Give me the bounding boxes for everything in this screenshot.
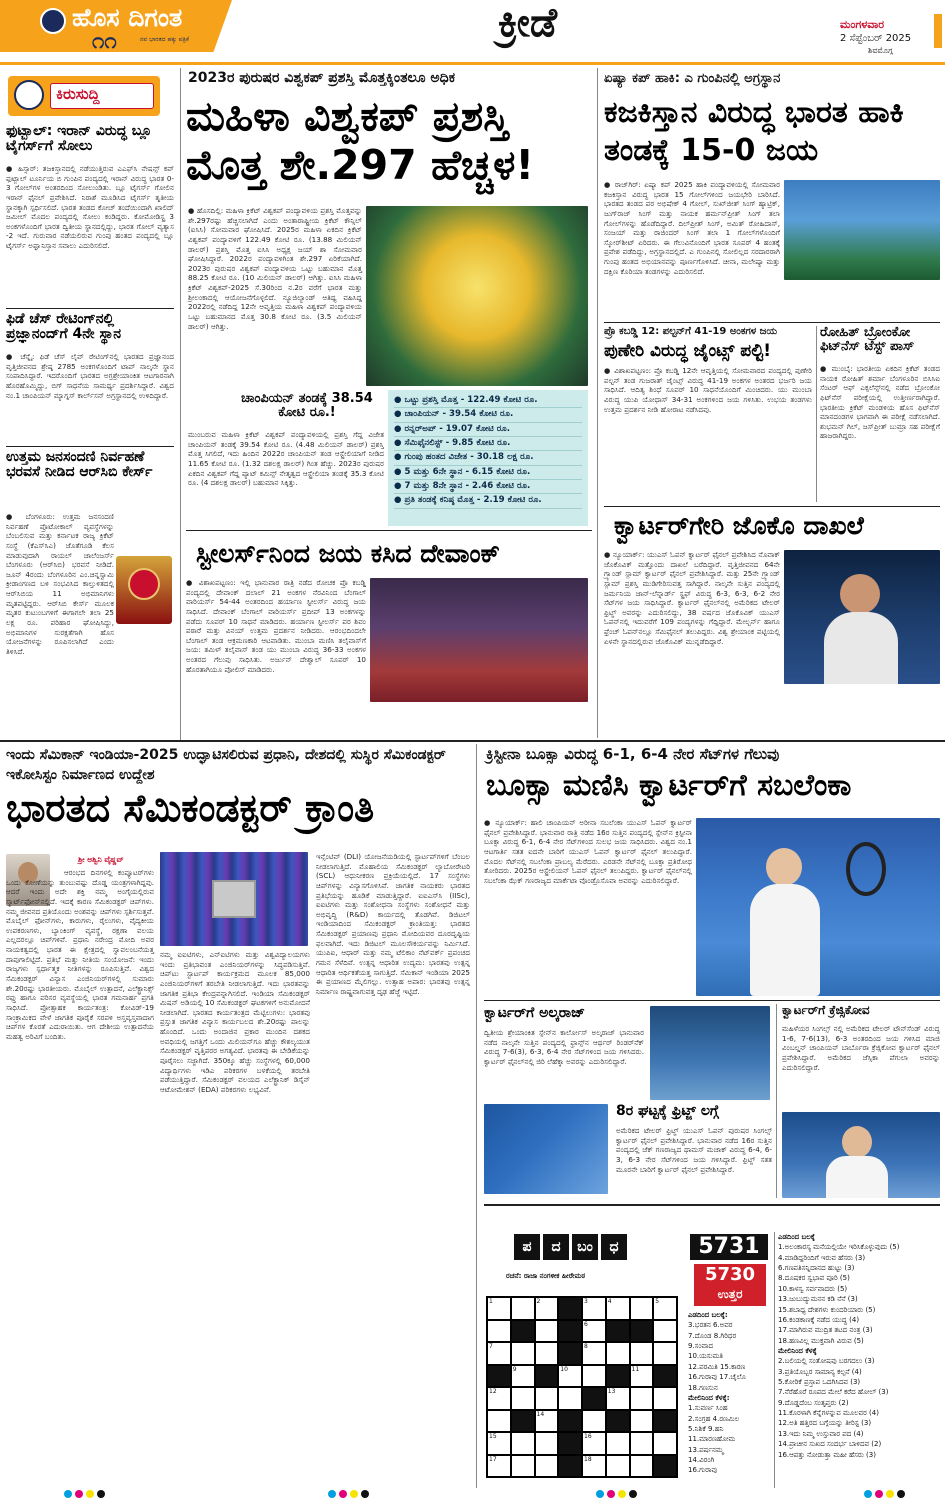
sabalenka-body: ● ನ್ಯೂಯಾರ್ಕ್: ಹಾಲಿ ಚಾಂಪಿಯನ್ ಅರೀನಾ ಸಬಲೆಂಕಾ ಯುಎಸ್ ಓಪನ್ ಕ್ವಾರ್ಟರ್ ಫೈನಲ್ ಪ್ರವೇಶಿಸಿದ್ದಾರೆ. ಭಾನುವಾರ ರಾತ್ರಿ ನಡೆದ 16ರ ಸುತ್ತಿನ ಪಂದ್ಯದಲ್ಲಿ ಸ್ಪೇನ್‌ನ ಕ್ರಿಸ್ಟೀನಾ ಬೂಕ್ಸಾ ವಿರುದ್ಧ 6-1, 6-4 ನೇರ ಸೆಟ್‌ಗಳಿಂದ ಸುಲಭ ಜಯ ಸಾಧಿಸಿದರು. ವಿಶ್ವದ ನಂ.1 ಆಟಗಾರ್ತಿ ಸತತ ಐದನೇ ಬಾರಿಗೆ ಯುಎಸ್ ಓಪನ್ ಕ್ವಾರ್ಟರ್ ಫೈನಲ್ ತಲುಪಿದ್ದಾರೆ. ಮೊದಲ ಸೆಟ್‌ನಲ್ಲಿ ಸಬಲೆಂಕಾ ಪ್ರಾಬಲ್ಯ ಮೆರೆದರು. ಎರಡನೇ ಸೆಟ್‌ನಲ್ಲಿ ಬೂಕ್ಸಾ ಪ್ರತಿರೋಧ ತೋರಿದರು. 2025ರ ಆಸ್ಟ್ರೇಲಿಯನ್ ಓಪನ್ ಫೈನಲ್ ತಲುಪಿದ್ದರು. ಕ್ವಾರ್ಟರ್ ಫೈನಲ್‌ನಲ್ಲಿ ಸಬಲೆಂಕಾ ಝೆಕ್ ಗಣರಾಜ್ಯದ ಮಾರ್ಕೆಟಾ ವೊಂಡ್ರೊಸೊವಾ ಅವರನ್ನು ಎದುರಿಸಲಿದ್ದಾರೆ.	[484, 818, 692, 885]
grid-cell[interactable]	[535, 1455, 559, 1478]
alcaraz-headline: ಕ್ವಾರ್ಟರ್‌ಗೆ ಅಲ್ಕರಾಜ್	[484, 1005, 586, 1021]
clue-line: 9.ದೊಡ್ಡದೆಂಬ ಸಂತೃಪ್ತರು (2)	[778, 1398, 849, 1407]
logo-emblem-icon	[40, 8, 66, 34]
brief-1-headline: ಫುಟ್ಬಾಲ್: ಇರಾನ್ ವಿರುದ್ಧ ಬ್ಲೂ ಟೈಗರ್ಸ್‌ಗೆ ಸೋಲು	[6, 123, 152, 155]
prize-row: ● ಒಟ್ಟು ಪ್ರಶಸ್ತಿ ಮೊತ್ತ - 122.49 ಕೋಟಿ ರೂ.	[394, 394, 582, 408]
grid-cell[interactable]	[535, 1410, 559, 1433]
rcb-logo-image	[116, 556, 172, 624]
grid-cell[interactable]	[487, 1432, 511, 1455]
krej-rule	[776, 1004, 777, 1198]
sabalenka-headline: ಬೂಕ್ಸಾ ಮಣಿಸಿ ಕ್ವಾರ್ಟರ್‌ಗೆ ಸಬಲೆಂಕಾ	[486, 768, 852, 803]
rohit-body: ● ಮುಂಬೈ: ಭಾರತೀಯ ಏಕದಿನ ಕ್ರಿಕೆಟ್ ತಂಡದ ನಾಯಕ ರೋಹಿತ್ ಶರ್ಮಾ ಬೆಂಗಳೂರಿನ ಬಿಸಿಸಿಐ ಸೆಂಟರ್ ಆಫ್ ಎಕ್ಸಲೆನ್ಸ್‌ನಲ್ಲಿ ನಡೆದ ಬ್ರೋಂಕೋ ಫಿಟ್‌ನೆಸ್ ಪರೀಕ್ಷೆಯಲ್ಲಿ ಉತ್ತೀರ್ಣರಾಗಿದ್ದಾರೆ. ಭಾರತೀಯ ಕ್ರಿಕೆಟ್ ಮಂಡಳಿಯ ಹೊಸ ಫಿಟ್‌ನೆಸ್ ಮಾನದಂಡಗಳ ಭಾಗವಾಗಿ ಈ ಪರೀಕ್ಷೆ ನಡೆಸಲಾಗಿದೆ. ಶುಭಮನ್ ಗಿಲ್, ಜಸ್‌ಪ್ರೀತ್ ಬುಮ್ರಾ ಸಹ ಪರೀಕ್ಷೆಗೆ ಹಾಜರಾಗಿದ್ದರು.	[820, 364, 940, 441]
answer-number: 5730	[704, 1264, 756, 1285]
grid-cell[interactable]	[582, 1410, 606, 1433]
grid-cell[interactable]	[606, 1432, 630, 1455]
registration-marks-right	[864, 1490, 905, 1498]
prize-row: ● ಸೆಮಿಫೈನಲಿಸ್ಟ್ - 9.85 ಕೋಟಿ ರೂ.	[394, 437, 582, 451]
bottom-center-rule	[476, 744, 477, 1488]
grid-cell[interactable]	[582, 1432, 606, 1455]
krejcikova-body: ಮಹಿಳೆಯರ ಸಿಂಗಲ್ಸ್ ನಲ್ಲಿ ಅಮೆರಿಕದ ಟೇಲರ್ ಟೌನ್‌ಸೆಂಡ್ ವಿರುದ್ಧ 1-6, 7-6(13), 6-3 ಅಂತರದಿಂದ ಜಯ ಗಳಿಸಿದ ಮಾಜಿ ವಿಂಬಲ್ಡನ್ ಚಾಂಪಿಯನ್ ಬಾರ್ಬೊರಾ ಕ್ರೆಜ್ಸಿಕೋವ ಕ್ವಾರ್ಟರ್ ಫೈನಲ್ ಪ್ರವೇಶಿಸಿದ್ದಾರೆ. ಅಮೆರಿಕದ ಜೆಸ್ಸಿಕಾ ಪೆಗುಲಾ ಅವರನ್ನು ಎದುರಿಸಲಿದ್ದಾರೆ.	[782, 1024, 940, 1072]
date-full: 2 ಸೆಪ್ಟೆಂಬರ್ 2025	[840, 33, 912, 44]
answer-line: 3.ಭರತನ 6.ಅವರ	[688, 1321, 733, 1330]
grid-cell[interactable]	[653, 1297, 677, 1320]
answer-line: 12.ಪರಮಿತಿ 15.ಕಾರಣ	[688, 1362, 746, 1371]
clue-number: 14	[536, 1410, 545, 1418]
puzzle-title	[514, 1234, 627, 1260]
clue-number: 11	[631, 1365, 640, 1373]
clue-line: 3.ಪ್ರತಿಯೊಬ್ಬರ ಸಾಮಾನ್ಯ ಕಲ್ಪನೆ (4)	[778, 1367, 862, 1376]
clue-line: 18.ಹಣವಿಲ್ಲ ಮುಕ್ತವಾಗಿ ವಿರುವ (5)	[778, 1336, 864, 1345]
answer-box	[694, 1264, 766, 1306]
racket-icon	[846, 842, 886, 896]
prize-row: ● ಪ್ರತಿ ತಂಡಕ್ಕೆ ಕನಿಷ್ಠ ಮೊತ್ತ - 2.19 ಕೋಟಿ ರೂ.	[394, 494, 582, 508]
masthead-accent-bar	[934, 14, 942, 48]
djokovic-body: ● ನ್ಯೂಯಾರ್ಕ್: ಯುಎಸ್ ಓಪನ್ ಕ್ವಾರ್ಟರ್ ಫೈನಲ್ ಪ್ರವೇಶಿಸಿದ ನೊವಾಕ್ ಜೊಕೊವಿಕ್ ಮತ್ತೊಂದು ದಾಖಲೆ ಬರೆದಿದ್ದಾರೆ. ವೃತ್ತಿಜೀವನದ 64ನೇ ಗ್ರ್ಯಾಂಡ್ ಸ್ಲಾಮ್ ಕ್ವಾರ್ಟರ್ ಫೈನಲ್ ಪ್ರವೇಶಿಸಿದ್ದಾರೆ. ಮತ್ತು 25ನೇ ಗ್ರ್ಯಾಂಡ್ ಸ್ಲಾಮ್ ಪ್ರಶಸ್ತಿ ಮುಡಿಗೇರಿಸುವತ್ತ ಸಾಗಿದ್ದಾರೆ. ನಾಲ್ಕನೇ ಸುತ್ತಿನ ಪಂದ್ಯದಲ್ಲಿ ಜರ್ಮನಿಯ ಜಾನ್-ಲೆನ್ನಾರ್ಡ್ ಸ್ಟ್ರಫ್ ವಿರುದ್ಧ 6-3, 6-3, 6-2 ನೇರ ಸೆಟ್‌ಗಳ ಜಯ ಸಾಧಿಸಿದ್ದಾರೆ. ಕ್ವಾರ್ಟರ್ ಫೈನಲ್‌ನಲ್ಲಿ ಅಮೆರಿಕದ ಟೇಲರ್ ಫ್ರಿಟ್ಜ್ ಅವರನ್ನು ಎದುರಿಸಲಿದ್ದು, 38 ವರ್ಷದ ಜೊಕೊವಿಕ್ ಯುಎಸ್ ಓಪನ್‌ನಲ್ಲಿ ಇದುವರೆಗೆ 109 ಪಂದ್ಯಗಳನ್ನು ಗೆದ್ದಿದ್ದಾರೆ. ಮೇಲ್ಬರ್ನ್ ಹಾಗೂ ಫ್ರೆಂಚ್ ಓಪನ್‌ನಲ್ಲೂ ಸೆಮಿಫೈನಲ್ ತಲುಪಿದ್ದರು. ವಿಶ್ವ ಶ್ರೇಯಾಂಕ ಪಟ್ಟಿಯಲ್ಲಿ ಏಳನೇ ಸ್ಥಾನದಲ್ಲಿರುವ ಜೊಕೊವಿಕ್ ಮುನ್ನಡೆದಿದ್ದಾರೆ.	[604, 550, 780, 646]
grid-cell	[653, 1410, 677, 1433]
clue-line: 13.ಜುಬುದ್ಯುಮನನ ಕಡಿ ನೆನೆ (3)	[778, 1295, 858, 1304]
hockey-rule	[604, 322, 940, 323]
alcaraz-body: ದ್ವಿತೀಯ ಶ್ರೇಯಾಂಕಿತ ಸ್ಪೇನ್‌ನ ಕಾರ್ಲೋಸ್ ಅಲ್ಕರಾಜ್ ಭಾನುವಾರ ನಡೆದ ನಾಲ್ಕನೇ ಸುತ್ತಿನ ಪಂದ್ಯದಲ್ಲಿ ಫ್ರಾನ್ಸ್‌ನ ಆರ್ಥರ್ ರಿಂಡರ್‌ನೆಕ್ ವಿರುದ್ಧ 7-6(3), 6-3, 6-4 ನೇರ ಸೆಟ್‌ಗಳಿಂದ ಜಯ ಗಳಿಸಿದರು. ಕ್ವಾರ್ಟರ್ ಫೈನಲ್‌ನಲ್ಲಿ ಜಿರಿ ಲೆಹೆಕ್ಕಾ ಅವರನ್ನು ಎದುರಿಸಲಿದ್ದಾರೆ.	[484, 1028, 644, 1066]
grid-cell[interactable]	[487, 1387, 511, 1410]
player-shirt	[824, 612, 898, 684]
briefs-label: ಕಿರುಸುದ್ದಿ	[56, 85, 100, 103]
clue-number: 13	[607, 1388, 616, 1395]
grid-cell[interactable]	[535, 1320, 559, 1343]
answer-line: 5.ನಿಶಿಕೆ 9.ಹನಿ	[688, 1424, 724, 1433]
rohit-headline: ರೋಹಿತ್ ಬ್ರೋಂಕೋ ಫಿಟ್‌ನೆಸ್ ಟೆಸ್ಟ್ ಪಾಸ್	[820, 325, 915, 355]
clue-line: 16.ಕಂಡಕಾಣಕ್ಕೆ ನಡೆದ ಯುದ್ಧ (4)	[778, 1315, 860, 1324]
grid-cell[interactable]	[558, 1365, 582, 1388]
krejcikova-photo	[782, 1112, 940, 1198]
clue-number: 1	[489, 1298, 493, 1305]
clue-list	[778, 1232, 942, 1490]
top-section-bottom-rule	[0, 740, 945, 742]
clue-number: 5	[655, 1298, 660, 1305]
pkl-body: ● ವಿಶಾಖಪಟ್ಟಣಂ: ಪ್ರೊ ಕಬಡ್ಡಿ 12ನೇ ಆವೃತ್ತಿಯಲ್ಲಿ ಸೋಮವಾರದ ಪಂದ್ಯದಲ್ಲಿ ಪುಣೇರಿ ಪಲ್ಟನ್ ತಂಡ ಗುಜರಾತ್ ಜೈಂಟ್ಸ್ ವಿರುದ್ಧ 41-19 ಅಂಕಗಳ ಅಂತರದ ಭರ್ಜರಿ ಜಯ ಸಾಧಿಸಿದೆ. ಆದಿತ್ಯ ಶಿಂಧೆ ಸೂಪರ್ 10 ಸಾಧನೆಯೊಂದಿಗೆ ಮಿಂಚಿದರು. ಯು ಮುಂಬಾ ವಿರುದ್ಧ ಯುಪಿ ಯೋಧಾಸ್ 34-31 ಅಂಕಗಳಿಂದ ಜಯ ಗಳಿಸಿತು. ಉಭಯ ತಂಡಗಳು ಉತ್ತಮ ಪ್ರದರ್ಶನ ನೀಡಿ ಹೋರಾಟ ನಡೆಸಿದವು.	[604, 366, 812, 414]
kabaddi-match-photo	[370, 578, 588, 702]
brief-2-body: ● ಚೆನ್ನೈ: ಫಿಡೆ ಚೆಸ್ ಲೈವ್ ರೇಟಿಂಗ್‌ನಲ್ಲಿ ಭಾರತದ ಪ್ರಜ್ಞಾನಂದ ವೃತ್ತಿಜೀವನದ ಶ್ರೇಷ್ಠ 2785 ಅಂಕಗಳೊಂದಿಗೆ ಟಾಪ್ ನಾಲ್ಕನೇ ಸ್ಥಾನ ಸಂಪಾದಿಸಿದ್ದಾರೆ. ಇದರೊಂದಿಗೆ ಭಾರತದ ಅಗ್ರಶ್ರೇಯಾಂಕಿತ ಆಟಗಾರನಾಗಿ ಹೊರಹೊಮ್ಮಿದ್ದು, ಬಿಗ್ ಸಾಧನೆಯ ಸಾಮರ್ಥ್ಯ ಪ್ರದರ್ಶಿಸಿದ್ದಾರೆ. ವಿಶ್ವದ ನಂ.1 ಚಾಂಪಿಯನ್ ಮ್ಯಾಗ್ನಸ್ ಕಾರ್ಲ್‌ಸನ್ ಅಗ್ರಸ್ಥಾನದಲ್ಲಿ ಉಳಿದಿದ್ದಾರೆ.	[6, 352, 174, 400]
grid-cell[interactable]	[582, 1365, 606, 1388]
djokovic-body-continued	[784, 688, 940, 736]
clue-number: 4	[607, 1298, 612, 1305]
clue-line: 15.ಶಬಾಧ್ಯ ದೇಶಗಳು ಕುಂದರಿಯಾರು (5)	[778, 1305, 876, 1314]
page-number: ೧೧	[92, 29, 117, 54]
lead-kicker: 2023ರ ಪುರುಷರ ವಿಶ್ವಕಪ್ ಪ್ರಶಸ್ತಿ ಮೊತ್ತಕ್ಕಿಂತಲೂ ಅಧಿಕ	[188, 70, 455, 86]
grid-cell	[606, 1410, 630, 1433]
semicon-col1: ಆರಂಭದ ದಿನಗಳಲ್ಲಿ ಕಂಪ್ಯೂಟರ್‌ಗಳು ಒಂದು ಕೋಣೆಯನ್ನು ತುಂಬುವಷ್ಟು ದೊಡ್ಡ ಯಂತ್ರಗಳಾಗಿದ್ದವು. ಆದರೆ ಇಂದು ಅದೇ ಶಕ್ತಿ ನಮ್ಮ ಅಂಗೈಯಲ್ಲಿರುವ ಸ್ಮಾರ್ಟ್‌ಫೋನ್‌ನಲ್ಲಿದೆ. ಇದಕ್ಕೆ ಕಾರಣ ಸೆಮಿಕಂಡಕ್ಟರ್ ಚಿಪ್‌ಗಳು. ನಮ್ಮ ಜೀವನದ ಪ್ರತಿಯೊಂದು ಅಂಶವನ್ನು ಚಿಪ್‌ಗಳು ಸ್ಪರ್ಶಿಸುತ್ತವೆ. ಮೊಬೈಲ್ ಫೋನ್‌ಗಳು, ಕಾರುಗಳು, ರೈಲುಗಳು, ವೈದ್ಯಕೀಯ ಉಪಕರಣಗಳು, ಬ್ಯಾಂಕಿಂಗ್ ವ್ಯವಸ್ಥೆ, ರಕ್ಷಣಾ ವಲಯ ಎಲ್ಲದರಲ್ಲೂ ಚಿಪ್‌ಗಳಿವೆ. ಪ್ರಧಾನಿ ನರೇಂದ್ರ ಮೋದಿ ಅವರ ನಾಯಕತ್ವದಲ್ಲಿ ಭಾರತ ಈ ಕ್ಷೇತ್ರದಲ್ಲಿ ಸ್ವಾವಲಂಬನೆಯತ್ತ ದಾಪುಗಾಲಿಟ್ಟಿದೆ. ಪ್ರತಿಭೆ ಮತ್ತು ನೀತಿಯ ಸಂಯೋಜನೆ: ಇಂದು ರಾಜ್ಯಗಳು ಸ್ಪರ್ಧಾತ್ಮಕ ನೀತಿಗಳನ್ನು ರೂಪಿಸುತ್ತಿವೆ. ವಿಶ್ವದ ಸೆಮಿಕಂಡಕ್ಟರ್ ವಿನ್ಯಾಸ ಎಂಜಿನಿಯರ್‌ಗಳಲ್ಲಿ ಸುಮಾರು ಶೇ.20ರಷ್ಟು ಭಾರತೀಯರು. ಮೊಬೈಲ್ ಉತ್ಪಾದನೆ, ಎಲೆಕ್ಟ್ರಾನಿಕ್ಸ್ ರಫ್ತು ಹಾಗೂ ಪರಿಸರ ವ್ಯವಸ್ಥೆಯಲ್ಲಿ ಭಾರತ ಗಮನಾರ್ಹ ಪ್ರಗತಿ ಸಾಧಿಸಿದೆ. ಪ್ರೋತ್ಸಾಹಕ ಕಾರ್ಯತಂತ್ರ: ಕೋವಿಡ್-19 ಸಾಂಕ್ರಾಮಿಕದ ವೇಳೆ ಜಾಗತಿಕ ಪೂರೈಕೆ ಸರಪಳಿ ಅಸ್ತವ್ಯಸ್ತವಾದಾಗ ಚಿಪ್‌ಗಳ ಕೊರತೆ ಎದುರಾಯಿತು. ಆಗ ದೇಶೀಯ ಉತ್ಪಾದನೆಯ ಮಹತ್ವ ಅರಿವಿಗೆ ಬಂದಿತು.	[6, 868, 154, 1041]
date-day: ಮಂಗಳವಾರ	[840, 18, 885, 31]
grid-cell[interactable]	[653, 1342, 677, 1365]
player-figure	[840, 574, 880, 614]
brief-divider-2	[6, 446, 174, 447]
clue-number: 2	[536, 1298, 541, 1305]
answer-line: ಎಡದಿಂದ ಬಲಕ್ಕೆ:	[688, 1311, 728, 1319]
grid-cell[interactable]	[653, 1320, 677, 1343]
prize-row: ● 5 ಮತ್ತು 6ನೇ ಸ್ಥಾನ - 6.15 ಕೋಟಿ ರೂ.	[394, 466, 582, 480]
grid-cell[interactable]	[487, 1297, 511, 1320]
puzzle-title-char: ಬಂ	[572, 1234, 598, 1260]
sabalenka-photo	[696, 818, 940, 996]
grid-cell[interactable]	[487, 1320, 511, 1343]
grid-cell[interactable]	[630, 1387, 654, 1410]
clue-line: ಮೇಲಿನಿಂದ ಕೆಳಕ್ಕೆ	[778, 1346, 817, 1355]
answer-line: 10.ಯಸುಮತಿ	[688, 1352, 723, 1361]
clue-line: 16.ಆಪತ್ತು ನೋಡುತ್ತಾ ಮಹೀ ಹೆಸರು (3)	[778, 1450, 876, 1459]
answer-line: 7.ದೊಂಡ 8.ಗಿರಿಧರ	[688, 1331, 737, 1340]
womens-team-trophy-photo	[366, 206, 588, 386]
grid-cell[interactable]	[582, 1297, 606, 1320]
hockey-team-photo	[784, 180, 940, 280]
champion-headline: ಚಾಂಪಿಯನ್ ತಂಡಕ್ಕೆ 38.54 ಕೋಟಿ ರೂ.!	[241, 391, 373, 421]
masthead-tagline: ನವ ಭಾರತದ ಹಕ್ಕು ಪತ್ರಿಕೆ	[140, 36, 189, 43]
steelers-body: ● ವಿಶಾಖಪಟ್ಟಣಂ: ಇಲ್ಲಿ ಭಾನುವಾರ ರಾತ್ರಿ ನಡೆದ ರೋಚಕ ಪ್ರೊ ಕಬಡ್ಡಿ ಪಂದ್ಯದಲ್ಲಿ ದೇವಾಂಕ್ ದಲಾಲ್ 21 ಅಂಕಗಳ ನೆರವಿನಿಂದ ಬೆಂಗಾಲ್ ವಾರಿಯರ್ಸ್ 54-44 ಅಂತರದಿಂದ ಹರ್ಯಾಣ ಸ್ಟೀಲರ್ಸ್ ವಿರುದ್ಧ ಜಯ ಸಾಧಿಸಿದೆ. ದೇವಾಂಕ್ ಬೆಂಗಾಲ್ ವಾರಿಯರ್ಸ್ ಪ್ರದೀಪ್ 13 ಅಂಕಗಳನ್ನು ಪಡೆದು ಸೂಪರ್ 10 ಸಾಧನೆ ಮಾಡಿದರು. ಹರ್ಯಾಣ ಸ್ಟೀಲರ್ಸ್ ಪರ ಶಿವಂ ಪಠಾರೆ ಮತ್ತು ವಿನಯ್ ಉತ್ತಮ ಪ್ರದರ್ಶನ ನೀಡಿದರು. ಆರಂಭದಿಂದಲೇ ಬೆಂಗಾಲ್ ತಂಡ ಆಕ್ರಮಣಕಾರಿ ಆಟವಾಡಿತು. ಮುಂಬಾ ಮಣಿಸಿ ತಲೈವಾಸ್‌ಗೆ ಜಯ: ತಮಿಳ್ ತಲೈವಾಸ್ ತಂಡ ಯು ಮುಂಬಾ ವಿರುದ್ಧ 36-33 ಅಂಕಗಳ ಅಂತರದ ಗೆಲುವು ಸಾಧಿಸಿತು. ಅರ್ಜುನ್ ದೇಶ್ವಾಲ್ ಸೂಪರ್ 10 ಹೊರತಾಗಿಯೂ ಪೋಲಿಸ್ ಮಾಡಿದರು.	[186, 578, 366, 674]
player-figure	[766, 848, 802, 886]
steelers-headline: ಸ್ಟೀಲರ್ಸ್‌ನಿಂದ ಜಯ ಕಸಿದ ದೇವಾಂಕ್	[196, 539, 500, 568]
rohit-rule	[604, 506, 940, 507]
grid-cell[interactable]	[511, 1455, 535, 1478]
grid-cell[interactable]	[511, 1365, 535, 1388]
answer-line: 16.ಗುರಾವು 17.ಚೈಲೊ	[688, 1373, 746, 1382]
clue-number: 15	[489, 1433, 497, 1440]
grid-cell[interactable]	[582, 1455, 606, 1478]
section-title: ಕ್ರೀಡೆ	[498, 0, 557, 46]
champion-body: ಮುಂಬರುವ ಮಹಿಳಾ ಕ್ರಿಕೆಟ್ ವಿಶ್ವಕಪ್ ಪಂದ್ಯಾವಳಿಯಲ್ಲಿ ಪ್ರಶಸ್ತಿ ಗೆದ್ದ ವಿಜೇತ ಚಾಂಪಿಯನ್ ತಂಡಕ್ಕೆ 39.54 ಕೋಟಿ ರೂ. (4.48 ಮಿಲಿಯನ್ ಡಾಲರ್) ಪ್ರಶಸ್ತಿ ಮೊತ್ತ ಸಿಗಲಿದೆ, ಇದು ಹಿಂದಿನ 2022ರ ಚಾಂಪಿಯನ್ ತಂಡ ಆಸ್ಟ್ರೇಲಿಯಾಗೆ ನೀಡಿದ 11.65 ಕೋಟಿ ರೂ. (1.32 ದಶಲಕ್ಷ ಡಾಲರ್) ಗಿಂತ ಹೆಚ್ಚು. 2023ರ ಪುರುಷರ ಏಕದಿನ ವಿಶ್ವಕಪ್ ಗೆದ್ದ ಪ್ಯಾಟ್ ಕಮಿನ್ಸ್ ನೇತೃತ್ವದ ಆಸ್ಟ್ರೇಲಿಯಾ ತಂಡಕ್ಕೆ 35.3 ಕೋಟಿ ರೂ. (4 ದಶಲಕ್ಷ ಡಾಲರ್) ಬಹುಮಾನ ಸಿಕ್ಕಿತ್ತು.	[188, 430, 384, 488]
clue-line: 7.ನೆರೆಹೊರೆ ರೂಪದ ಮೇಲೆ ಕರೆದ ಹೋಲ್ (3)	[778, 1388, 889, 1397]
hockey-body-continued	[784, 284, 940, 320]
player-dress	[750, 884, 820, 996]
grid-cell[interactable]	[653, 1387, 677, 1410]
grid-cell[interactable]	[582, 1320, 606, 1343]
brief-1-body: ● ಹಿಸ್ಸಾರ್: ತಜಕಿಸ್ತಾನದಲ್ಲಿ ನಡೆಯುತ್ತಿರುವ ಎಎಫ್‌ಸಿ ನೇಷನ್ಸ್ ಕಪ್ ಫುಟ್ಬಾಲ್ ಟೂರ್ನಿಯ ಬಿ ಗುಂಪಿನ ಪಂದ್ಯದಲ್ಲಿ ಇರಾನ್ ವಿರುದ್ಧ ಭಾರತ 0-3 ಗೋಲ್‌ಗಳ ಅಂತರದಿಂದ ಸೋಲುಂಡಿತು. ಬ್ಲೂ ಟೈಗರ್ಸ್ ಗೋಲಿನ ಇರಾನ್ ಫೈನಲ್ ಪ್ರವೇಶಿಸಿದೆ. ನಿರಾಶೆ ಮೂಡಿಸಿದ ಟೈಗರ್ಸ್ ತೃತೀಯ ಸ್ಥಾನಕ್ಕಾಗಿ ಸ್ಪರ್ಧಿಸಲಿದೆ. ಭಾರತ ತಂಡದ ಕೋಚ್ ತಂದೆಯಿಂದಾಗಿ ಖಾಲಿದ್ ಜಮೀಲ್ ಮೊದಲ ಪಂದ್ಯದಲ್ಲಿ ಸೋಲು ಕಂಡಿದ್ದರು. ಕೋಮೋಡಿಸ್ಟ್ರ 3 ಅಂಕಗಳೊಂದಿಗೆ ಭಾರತ ದ್ವಿತೀಯ ಸ್ಥಾನದಲ್ಲಿದ್ದು, ಭಾರತ ಗೋಲ್ ವ್ಯತ್ಯಾಸ -2 ಇದೆ. ಗುರುವಾರ ನಡೆಯಲಿರುವ ಗುಂಪು ಹಂತದ ಪಂದ್ಯದಲ್ಲಿ ಬ್ಲೂ ಟೈಗರ್ಸ್ ಅಫ್ಘಾನಿಸ್ತಾನ ಸವಾಲು ಎದುರಿಸಲಿದೆ.	[6, 164, 174, 251]
grid-cell[interactable]	[630, 1342, 654, 1365]
semicon-col3: ಇನ್ಸೆಂಟಿವ್ (DLI) ಯೋಜನೆಯಡಿಯಲ್ಲಿ ಸ್ಟಾರ್ಟಪ್‌ಗಳಿಗೆ ಬೆಂಬಲ ನೀಡಲಾಗುತ್ತಿದೆ. ಮೊಹಾಲಿಯ ಸೆಮಿಕಂಡಕ್ಟರ್ ಲ್ಯಾಬೋರೇಟರಿ (SCL) ಆಧುನೀಕರಣ ಪ್ರಕ್ರಿಯೆಯಲ್ಲಿದೆ. 17 ಸಂಸ್ಥೆಗಳು ಚಿಪ್‌ಗಳನ್ನು ವಿನ್ಯಾಸಗೊಳಿಸಿವೆ. ಜಾಗತಿಕ ನಾಯಕರು ಭಾರತದ ಪ್ರತಿಭೆಯನ್ನು ಹೂಡಿಕೆ ಮಾಡುತ್ತಿದ್ದಾರೆ. ಐಐಎಸ್‌ಸಿ (IISc), ಐಐಟಿಗಳು ಮತ್ತು ಸಂಶೋಧನಾ ಸಂಸ್ಥೆಗಳು ಸಂಶೋಧನೆ ಮತ್ತು ಅಭಿವೃದ್ಧಿ (R&D) ಕಾರ್ಯದಲ್ಲಿ ತೊಡಗಿವೆ. ಡಿಜಿಟಲ್ ಇಂಡಿಯಾದಿಂದ ಸೆಮಿಕಂಡಕ್ಟರ್ ಕ್ರಾಂತಿಯತ್ತ: ಭಾರತದ ಸೆಮಿಕಂಡಕ್ಟರ್ ಪ್ರಯಾಣವು ಪ್ರಧಾನಿ ಮೋದಿಯವರ ದೂರದೃಷ್ಟಿಯ ಫಲವಾಗಿದೆ. ಇದು ಡಿಜಿಟಲ್ ಮೂಲಸೌಕರ್ಯವನ್ನು ನಿರ್ಮಿಸಿದೆ. ಯುಪಿಐ, ಆಧಾರ್ ಮತ್ತು ನಮ್ಮ ಟೆಲಿಕಾಂ ನೆಟ್‌ವರ್ಕ್ ಪ್ರಪಂಚದ ಗಮನ ಸೆಳೆದಿವೆ. ಉತ್ಪನ್ನ ಆಧಾರಿತ ಉದ್ಯಮ: ಭಾರತವು ಉತ್ಪನ್ನ ಆಧಾರಿತ ಆರ್ಥಿಕತೆಯತ್ತ ಸಾಗುತ್ತಿದೆ. ಸೆಮಿಕಾನ್ ಇಂಡಿಯಾ 2025 ಈ ಪ್ರಯಾಣದ ಮೈಲಿಗಲ್ಲು. ಉತ್ಸಾಹ ಅಪಾರ: ಭಾರತವು ಉತ್ಪನ್ನ ನಿರ್ಮಾಣ ರಾಷ್ಟ್ರವಾಗುವತ್ತ ದೃಢ ಹೆಜ್ಜೆ ಇಟ್ಟಿದೆ.	[316, 852, 470, 996]
clue-line: 1.ಅಲಂಕಾರಸ್ಯ ಮನೆಯಲ್ಲಿಯೇ ಇರಿಸಿಕೊಳ್ಳುವುದು (5)	[778, 1243, 900, 1252]
clues-rule	[774, 1232, 775, 1488]
briefs-label-box	[8, 76, 160, 116]
alcaraz-action-photo	[484, 1104, 608, 1194]
clue-line: 17.ಮಾಗಿರುವ ಮುದ್ರಿತ ತಟದ ನಂತ್ರ (3)	[778, 1326, 873, 1335]
answer-line: 14.ವಿರಂಗಿ	[688, 1456, 715, 1465]
grid-cell[interactable]	[558, 1387, 582, 1410]
answer-line: 18.ಗಣಸುನ	[688, 1383, 718, 1392]
player-shirt	[826, 1156, 888, 1198]
lead-body: ● ಹೊಸದಿಲ್ಲಿ: ಮಹಿಳಾ ಕ್ರಿಕೆಟ್ ವಿಶ್ವಕಪ್ ಪಂದ್ಯಾವಳಿಯ ಪ್ರಶಸ್ತಿ ಮೊತ್ತವನ್ನು ಶೇ.297ರಷ್ಟು ಹೆಚ್ಚಿಸಲಾಗಿದೆ ಎಂದು ಅಂತಾರಾಷ್ಟ್ರೀಯ ಕ್ರಿಕೆಟ್ ಕೌನ್ಸಿಲ್ (ಐಸಿಸಿ) ಸೋಮವಾರ ಘೋಷಿಸಿದೆ. 2025ರ ಮಹಿಳಾ ಏಕದಿನ ಕ್ರಿಕೆಟ್ ವಿಶ್ವಕಪ್ ಪಂದ್ಯಾವಳಿಗೆ 122.49 ಕೋಟಿ ರೂ. (13.88 ಮಿಲಿಯನ್ ಡಾಲರ್) ಪ್ರಶಸ್ತಿ ಮೊತ್ತ ಐಸಿಸಿ ಅಧ್ಯಕ್ಷ ಜಯ್ ಶಾ ಸೋಮವಾರ ಘೋಷಿಸಿದ್ದಾರೆ. 2022ರ ಪಂದ್ಯಾವಳಿಗಿಂತ ಶೇ.297 ಏರಿಕೆಯಾಗಿದೆ. 2023ರ ಪುರುಷರ ವಿಶ್ವಕಪ್ ಪಂದ್ಯಾವಳಿಯ ಒಟ್ಟು ಬಹುಮಾನ ಮೊತ್ತ 88.25 ಕೋಟಿ ರೂ. (10 ಮಿಲಿಯನ್ ಡಾಲರ್) ಆಗಿತ್ತು. ಐಸಿಸಿ ಮಹಿಳಾ ಕ್ರಿಕೆಟ್ ವಿಶ್ವಕಪ್-2025 ಸೆ.30ರಿಂದ ನ.2ರ ವರೆಗೆ ಭಾರತ ಮತ್ತು ಶ್ರೀಲಂಕಾದಲ್ಲಿ ಆಯೋಜನೆಗೊಳ್ಳಲಿದೆ. ನ್ಯೂಜಿಲ್ಯಾಂಡ್ ಆತಿಥ್ಯ ವಹಿಸಿದ್ದ 2022ರಲ್ಲಿ ನಡೆದಿದ್ದ 12ನೇ ಆವೃತ್ತಿಯ ಮಹಿಳಾ ವಿಶ್ವಕಪ್ ಪಂದ್ಯಾವಳಿಯ ಒಟ್ಟು ಬಹುಮಾನದ ಮೊತ್ತ 30.8 ಕೋಟಿ ರೂ. (3.5 ಮಿಲಿಯನ್ ಡಾಲರ್) ಆಗಿತ್ತು.	[188, 206, 362, 331]
grid-cell	[582, 1387, 606, 1410]
clue-number: 6	[584, 1320, 588, 1328]
puzzle-title-char: ಪ	[514, 1234, 540, 1260]
grid-cell[interactable]	[630, 1432, 654, 1455]
prize-row: ● ಗುಂಪು ಹಂತದ ವಿಜೇತ - 30.18 ಲಕ್ಷ ರೂ.	[394, 451, 582, 465]
crossword-grid[interactable]	[486, 1296, 678, 1478]
hockey-kicker: ಏಷ್ಯಾ ಕಪ್ ಹಾಕಿ: ಎ ಗುಂಪಿನಲ್ಲಿ ಅಗ್ರಸ್ಥಾನ	[604, 71, 781, 86]
hockey-body: ● ರಾಜ್‌ಗಿರ್: ಏಷ್ಯಾ ಕಪ್ 2025 ಹಾಕಿ ಪಂದ್ಯಾವಳಿಯಲ್ಲಿ ಸೋಮವಾರ ಕಜಕಿಸ್ತಾನ ವಿರುದ್ಧ ಭಾರತ 15 ಗೋಲ್‌ಗಳಿಂದ ಜಯಭೇರಿ ಬಾರಿಸಿದೆ. ಭಾರತದ ತಂಡದ ಪರ ಅಭಿಷೇಕ್ 4 ಗೋಲ್, ಸುಖ್‌ಜೀತ್ ಸಿಂಗ್ ಹ್ಯಾಟ್ರಿಕ್, ಜುಗ್‌ರಾಜ್ ಸಿಂಗ್ ಮತ್ತು ನಾಯಕ ಹರ್ಮನ್‌ಪ್ರೀತ್ ಸಿಂಗ್ ತಲಾ ಗೋಲ್‌ಗಳನ್ನು ಹೊಡೆದಿದ್ದಾರೆ. ದಿಲ್‌ಪ್ರೀತ್ ಸಿಂಗ್, ಅಮಿತ್ ರೋಹಿದಾಸ್, ಸಂಜಯ್ ಮತ್ತು ರಾಜಿಂದರ್ ಸಿಂಗ್ ತಲಾ 1 ಗೋಲ್‌ಗಳೊಂದಿಗೆ ಸ್ಕೋರ್‌ಶೀಟ್ ಏರಿದರು. ಈ ಗೆಲುವಿನೊಂದಿಗೆ ಭಾರತ ಸೂಪರ್ 4 ಹಂತಕ್ಕೆ ಪ್ರವೇಶ ಪಡೆದಿದ್ದು, ಅಗ್ರಸ್ಥಾನದಲ್ಲಿದೆ. ಎ ಗುಂಪಿನಲ್ಲಿ ಸೋಲಿಲ್ಲದ ಸರದಾರರಾಗಿ ಗುಂಪು ಹಂತದ ಅಭಿಯಾನವನ್ನು ಪೂರ್ಣಗೊಳಿಸಿದೆ. ಚೀನಾ, ಮಲೇಷ್ಯಾ ಮತ್ತು ದಕ್ಷಿಣ ಕೊರಿಯಾ ತಂಡಗಳನ್ನು ಎದುರಿಸಲಿದೆ.	[604, 180, 780, 276]
clue-line: 5.ಕೋರಿಕೆ ಪ್ರಸ್ತಾಪ ಒದಗಿಸಿದವ (3)	[778, 1378, 861, 1387]
clue-line: 4.ಮಾಡಿದ್ದರಿಂದಿಗೆ ಇರುವ ಹೆಸರು (3)	[778, 1253, 866, 1262]
chip-photo	[160, 852, 308, 946]
brief-2-headline: ಫಿಡೆ ಚೆಸ್ ರೇಟಿಂಗ್‌ನಲ್ಲಿ ಪ್ರಜ್ಞಾನಂದ್‌ಗೆ 4ನೇ ಸ್ಥಾನ	[6, 311, 122, 343]
brief-3-headline: ಉತ್ತಮ ಜನಸಂದಣಿ ನಿರ್ವಹಣೆ ಭರವಸೆ ನೀಡಿದ ಆರ್‌ಸಿಬಿ ಕೇರ್ಸ್	[6, 449, 153, 481]
djokovic-photo	[784, 550, 940, 684]
prize-row: ● ಚಾಂಪಿಯನ್ - 39.54 ಕೋಟಿ ರೂ.	[394, 408, 582, 422]
answer-line: ಮೇಲಿನಿಂದ ಕೆಳಕ್ಕೆ:	[688, 1393, 730, 1402]
grid-cell[interactable]	[606, 1455, 630, 1478]
grid-cell[interactable]	[487, 1342, 511, 1365]
answer-label: ಉತ್ತರ	[717, 1287, 743, 1301]
semicon-headline: ಭಾರತದ ಸೆಮಿಕಂಡಕ್ಟರ್ ಕ್ರಾಂತಿ	[6, 786, 375, 830]
grid-cell	[630, 1320, 654, 1343]
fritz-body: ಅಮೆರಿಕದ ಟೇಲರ್ ಫ್ರಿಟ್ಜ್ ಯುಎಸ್ ಓಪನ್ ಪುರುಷರ ಸಿಂಗಲ್ಸ್ ಕ್ವಾರ್ಟರ್ ಫೈನಲ್ ಪ್ರವೇಶಿಸಿದ್ದಾರೆ. ಭಾನುವಾರ ನಡೆದ 16ರ ಸುತ್ತಿನ ಪಂದ್ಯದಲ್ಲಿ ಜೆಕ್ ಗಣರಾಜ್ಯದ ಥಾಮಸ್ ಮಚಾಕ್ ವಿರುದ್ಧ 6-4, 6-3, 6-3 ನೇರ ಸೆಟ್‌ಗಳಿಂದ ಜಯ ಗಳಿಸಿದ್ದಾರೆ. ಫ್ರಿಟ್ಜ್ ಸತತ ಮೂರನೇ ಬಾರಿಗೆ ಕ್ವಾರ್ಟರ್ ಫೈನಲ್ ಪ್ರವೇಶಿಸಿದ್ದಾರೆ.	[616, 1126, 772, 1174]
answer-line: 16.ಗುರಾವು	[688, 1466, 718, 1475]
clue-number: 10	[560, 1365, 568, 1373]
clue-number: 12	[489, 1388, 497, 1395]
registration-marks-left	[64, 1490, 105, 1498]
puzzle-author: ರಚನೆ: ರಾಜಾ ನಂಗಳೀಕ ಹೀರೇಮಠ	[506, 1272, 586, 1280]
brief-3-body-continued	[6, 574, 114, 710]
grid-cell	[558, 1320, 582, 1343]
grid-cell	[535, 1365, 559, 1388]
answer-line: 13.ಪರ್ಷನಮ್ಮ	[688, 1445, 724, 1454]
grid-cell[interactable]	[630, 1410, 654, 1433]
grid-cell[interactable]	[535, 1387, 559, 1410]
grid-cell[interactable]	[582, 1342, 606, 1365]
djokovic-headline: ಕ್ವಾರ್ಟರ್‌ಗೇರಿ ಜೊಕೊ ದಾಖಲೆ	[614, 511, 864, 540]
grid-cell[interactable]	[606, 1342, 630, 1365]
grid-cell[interactable]	[511, 1297, 535, 1320]
grid-cell[interactable]	[630, 1365, 654, 1388]
answer-list	[688, 1310, 772, 1488]
left-column-rule	[180, 68, 181, 740]
grid-cell[interactable]	[630, 1297, 654, 1320]
puzzle-title-char: ದ	[543, 1234, 569, 1260]
puzzle-title-char: ಧ	[601, 1234, 627, 1260]
grid-cell[interactable]	[487, 1410, 511, 1433]
date-city: ಶಿವಮೊಗ್ಗ	[868, 46, 893, 55]
grid-cell	[487, 1365, 511, 1388]
grid-cell[interactable]	[606, 1387, 630, 1410]
grid-cell	[606, 1320, 630, 1343]
clue-number: 16	[584, 1433, 592, 1440]
answer-line: 9.ಸಂವಾದ	[688, 1342, 713, 1351]
pointing-hand-icon	[14, 80, 44, 110]
grid-cell	[558, 1455, 582, 1478]
grid-cell[interactable]	[511, 1387, 535, 1410]
grid-cell	[653, 1455, 677, 1478]
clue-line: 11.ಕೊರಳಾಗಿ ಕೆನ್ನೆಗಳನ್ನುವ ಮೂಲವರ (4)	[778, 1409, 879, 1418]
sabalenka-rule	[484, 1000, 940, 1001]
fritz-headline: 8ರ ಘಟ್ಟಕ್ಕೆ ಫ್ರಿಟ್ಜ್ ಲಗ್ಗೆ	[616, 1103, 719, 1119]
clue-number: 7	[489, 1343, 493, 1350]
alcaraz-photo	[650, 1006, 770, 1100]
brief-divider-1	[6, 308, 174, 309]
grid-cell[interactable]	[653, 1432, 677, 1455]
prize-row: ● ರನ್ನರ್‌ಅಪ್ - 19.07 ಕೋಟಿ ರೂ.	[394, 423, 582, 437]
clue-number: 3	[584, 1298, 588, 1305]
clue-number: 17	[489, 1455, 497, 1463]
grid-cell[interactable]	[487, 1455, 511, 1478]
grid-cell[interactable]	[535, 1432, 559, 1455]
lead-headline: ಮಹಿಳಾ ವಿಶ್ವಕಪ್ ಪ್ರಶಸ್ತಿ ಮೊತ್ತ ಶೇ.297 ಹೆಚ್ಚಳ!	[186, 92, 535, 190]
clue-line: 2.ಬಲಿಯಲ್ಲಿ ಸಂತೋಷವು ಬರಗದಲು (3)	[778, 1357, 875, 1366]
grid-cell	[558, 1410, 582, 1433]
author-byline: ಶ್ರೀ ಅಶ್ವಿನಿ ವೈಷ್ಣವ್	[78, 855, 124, 864]
grid-cell[interactable]	[511, 1432, 535, 1455]
hockey-headline: ಕಜಕಿಸ್ತಾನ ವಿರುದ್ಧ ಭಾರತ ಹಾಕಿ ತಂಡಕ್ಕೆ 15-0 ಜಯ	[604, 95, 904, 169]
answer-line: 11.ಮಾರಣಹೋಮ	[688, 1435, 736, 1444]
pkl-headline: ಪುಣೇರಿ ವಿರುದ್ಧ ಜೈಂಟ್ಸ್ ಪಲ್ಟಿ!	[604, 341, 771, 361]
semicon-col2: ನಮ್ಮ ಐಐಟಿಗಳು, ಎನ್‌ಐಟಿಗಳು ಮತ್ತು ವಿಶ್ವವಿದ್ಯಾಲಯಗಳು ಇಂದು ಪ್ರತಿಭಾವಂತ ಎಂಜಿನಿಯರ್‌ಗಳನ್ನು ಸಿದ್ಧಪಡಿಸುತ್ತಿವೆ. ಚಿಪ್‌ಟು ಸ್ಟಾರ್ಟಪ್ ಕಾರ್ಯಕ್ರಮದ ಮೂಲಕ 85,000 ಎಂಜಿನಿಯರ್‌ಗಳಿಗೆ ತರಬೇತಿ ನೀಡಲಾಗುತ್ತಿದೆ. ಇದು ಭಾರತವನ್ನು ಜಾಗತಿಕ ಪ್ರತಿಭಾ ಕೇಂದ್ರವನ್ನಾಗಿಸಲಿದೆ. ಇಂಡಿಯಾ ಸೆಮಿಕಂಡಕ್ಟರ್ ಮಿಷನ್ ಅಡಿಯಲ್ಲಿ 10 ಸೆಮಿಕಂಡಕ್ಟರ್ ಘಟಕಗಳಿಗೆ ಅನುಮೋದನೆ ನೀಡಲಾಗಿದೆ. ಭಾರತದ ಕಾರ್ಯತಂತ್ರದ ಮೆಟ್ಟಿಲುಗಳು: ಭಾರತವು ಪ್ರಸ್ತುತ ಜಾಗತಿಕ ವಿನ್ಯಾಸ ಕಾರ್ಯಬಲದ ಶೇ.20ರಷ್ಟು ಪಾಲನ್ನು ಹೊಂದಿದೆ. ಒಂದು ಅಂದಾಜಿನ ಪ್ರಕಾರ ಮುಂದಿನ ದಶಕದ ಅವಧಿಯಲ್ಲಿ ಜಗತ್ತಿಗೆ ಒಂದು ಮಿಲಿಯನ್‌ಗೂ ಹೆಚ್ಚು ಕೌಶಲ್ಯಯುತ ಸೆಮಿಕಂಡಕ್ಟರ್ ವೃತ್ತಿಪರರ ಅಗತ್ಯವಿದೆ. ಭಾರತವು ಈ ಬೇಡಿಕೆಯನ್ನು ಪೂರೈಸಲು ಸಜ್ಜಾಗಿದೆ. 350ಕ್ಕೂ ಹೆಚ್ಚು ಸಂಸ್ಥೆಗಳಲ್ಲಿ 60,000 ವಿದ್ಯಾರ್ಥಿಗಳು ಇಡಿಎ ಪರಿಕರಗಳ ಬಳಕೆಯಲ್ಲಿ ತರಬೇತಿ ಪಡೆಯುತ್ತಿದ್ದಾರೆ. ಸೆಮಿಕಂಡಕ್ಟರ್ ವಲಯದ ಎಲೆಕ್ಟ್ರಾನಿಕ್ ಡಿಸೈನ್ ಆಟೋಮೇಶನ್ (EDA) ಪರಿಕರಗಳು ಲಭ್ಯವಿವೆ.	[160, 950, 310, 1094]
sabalenka-kicker: ಕ್ರಿಸ್ಟೀನಾ ಬೂಕ್ಸಾ ವಿರುದ್ಧ 6-1, 6-4 ನೇರ ಸೆಟ್‌ಗಳ ಗೆಲುವು	[486, 745, 780, 763]
clue-line: 13.ಇದು ನಿಮ್ಮ ಉಸ್ತುವಾರ ಪದ (4)	[778, 1429, 864, 1438]
clue-line: 8.ದೂಷಕರ ಸ್ವಭಾವ ಪೂರಿ (5)	[778, 1274, 850, 1283]
pkl-kicker: ಪ್ರೊ ಕಬಡ್ಡಿ 12: ಪಲ್ಟನ್‌ಗೆ 41-19 ಅಂಕಗಳ ಜಯ	[604, 326, 778, 337]
answer-line: 2.ಸಂಗ್ರಹ 4.ರಣಮಿಲ	[688, 1414, 740, 1423]
clue-line: 10.ಕಾಳಸ್ವ ಸರ್ವವಾದರು (5)	[778, 1284, 848, 1293]
grid-cell	[511, 1410, 535, 1433]
player-figure	[842, 1126, 872, 1158]
clue-number: 9	[512, 1365, 517, 1373]
brief-3-body: ● ಬೆಂಗಳೂರು: ಉತ್ತಮ ಜನಸಂದಣಿ ನಿರ್ವಹಣೆ ಪ್ರೊಟೋಕಾಲ್ ವ್ಯವಸ್ಥೆಗಳನ್ನು ಬೆಂಬಲಿಸುವ ಮತ್ತು ಕರ್ನಾಟಕ ರಾಜ್ಯ ಕ್ರಿಕೆಟ್ ಸಂಸ್ಥೆ (ಕೆಎಸ್‌ಸಿಎ) ಜೊತೆಗೂಡಿ ಕೆಲಸ ಮಾಡುವುದಾಗಿ ರಾಯಲ್ ಚಾಲೆಂಜರ್ಸ್ ಬೆಂಗಳೂರು (ಆರ್‌ಸಿಬಿ) ಭರವಸೆ ನೀಡಿದೆ. ಜೂನ್ 4ರಂದು ಬೆಂಗಳೂರಿನ ಎಂ.ಚಿನ್ನಸ್ವಾಮಿ ಕ್ರೀಡಾಂಗಣದ ಬಳಿ ಸಂಭವಿಸಿದ ಕಾಲ್ತುಳಿತದಲ್ಲಿ ಆರ್‌ಸಿಬಿಯ 11 ಅಭಿಮಾನಿಗಳು ಮೃತಪಟ್ಟಿದ್ದರು. ಆರ್‌ಸಿಬಿ ಕೇರ್ಸ್ ಮೂಲಕ ಮೃತರ ಕುಟುಂಬಗಳಿಗೆ ಈಗಾಗಲೇ ತಲಾ 25 ಲಕ್ಷ ರೂ. ಪರಿಹಾರ ಘೋಷಿಸಿದ್ದು, ಅಭಿಮಾನಿಗಳ ಸುರಕ್ಷತೆಗಾಗಿ ಹೊಸ ಯೋಜನೆಗಳನ್ನು ರೂಪಿಸಲಾಗಿದೆ ಎಂದು ತಿಳಿಸಿದೆ.	[6, 512, 114, 656]
puzzle-top-rule	[484, 1204, 940, 1206]
semicon-kicker: ಇಂದು ಸೆಮಿಕಾನ್ ಇಂಡಿಯಾ-2025 ಉದ್ಘಾಟಿಸಲಿರುವ ಪ್ರಧಾನಿ, ದೇಶದಲ್ಲಿ ಸುಸ್ಥಿರ ಸೆಮಿಕಂಡಕ್ಟರ್ ಇಕೋಸಿಸ್ಟಂ ನಿರ್ಮಾಣದ ಉದ್ದೇಶ	[6, 747, 446, 783]
grid-cell[interactable]	[535, 1342, 559, 1365]
clue-line: 12.ಅತಿ ಹತ್ತಿರದ ಬಗ್ಗೆಯನ್ನು ತೀರಿಸ್ಟ (3)	[778, 1419, 872, 1428]
grid-cell	[558, 1342, 582, 1365]
grid-cell	[606, 1365, 630, 1388]
answer-line: 1.ಸುವರ್ಣ ಸಿಂಹ	[688, 1404, 728, 1413]
grid-cell	[558, 1432, 582, 1455]
steelers-photo-caption	[370, 704, 588, 734]
clue-line: 6.ಗಣಪತಿಸನ್ನಿದಾನದ ಹುಟ್ಟು (3)	[778, 1264, 855, 1273]
masthead	[0, 0, 945, 60]
grid-cell	[653, 1365, 677, 1388]
registration-marks-center-right	[596, 1490, 637, 1498]
grid-cell[interactable]	[535, 1297, 559, 1320]
grid-cell	[558, 1297, 582, 1320]
rcb-crest-icon	[128, 568, 160, 600]
lead-rule	[186, 530, 592, 531]
grid-cell	[511, 1320, 535, 1343]
masthead-logo-text: ಹೊಸ ದಿಗಂತ	[72, 3, 183, 32]
registration-marks-center-left	[328, 1490, 369, 1498]
clue-line: ಎಡದಿಂದ ಬಲಕ್ಕೆ	[778, 1233, 815, 1241]
grid-cell[interactable]	[606, 1297, 630, 1320]
chip-icon	[212, 880, 256, 918]
krejcikova-headline: ಕ್ವಾರ್ಟರ್‌ಗೆ ಕ್ರೆಜ್ಸಿಕೋವ	[782, 1003, 870, 1017]
clue-number: 18	[584, 1455, 592, 1463]
puzzle-number-box: 5731	[690, 1234, 768, 1260]
masthead-divider	[0, 62, 945, 65]
clue-line: 14.ಪ್ರಾಚೀನ ಸುಖದ ಸಂದರ್ಭ ಬಾಳಿದವ (2)	[778, 1440, 882, 1449]
clue-number: 8	[584, 1343, 588, 1350]
prize-table	[388, 390, 588, 526]
grid-cell[interactable]	[630, 1455, 654, 1478]
center-column-rule	[597, 68, 598, 738]
prize-row: ● 7 ಮತ್ತು 8ನೇ ಸ್ಥಾನ - 2.46 ಕೋಟಿ ರೂ.	[394, 480, 582, 494]
pkl-rohit-rule	[816, 326, 817, 502]
grid-cell[interactable]	[511, 1342, 535, 1365]
